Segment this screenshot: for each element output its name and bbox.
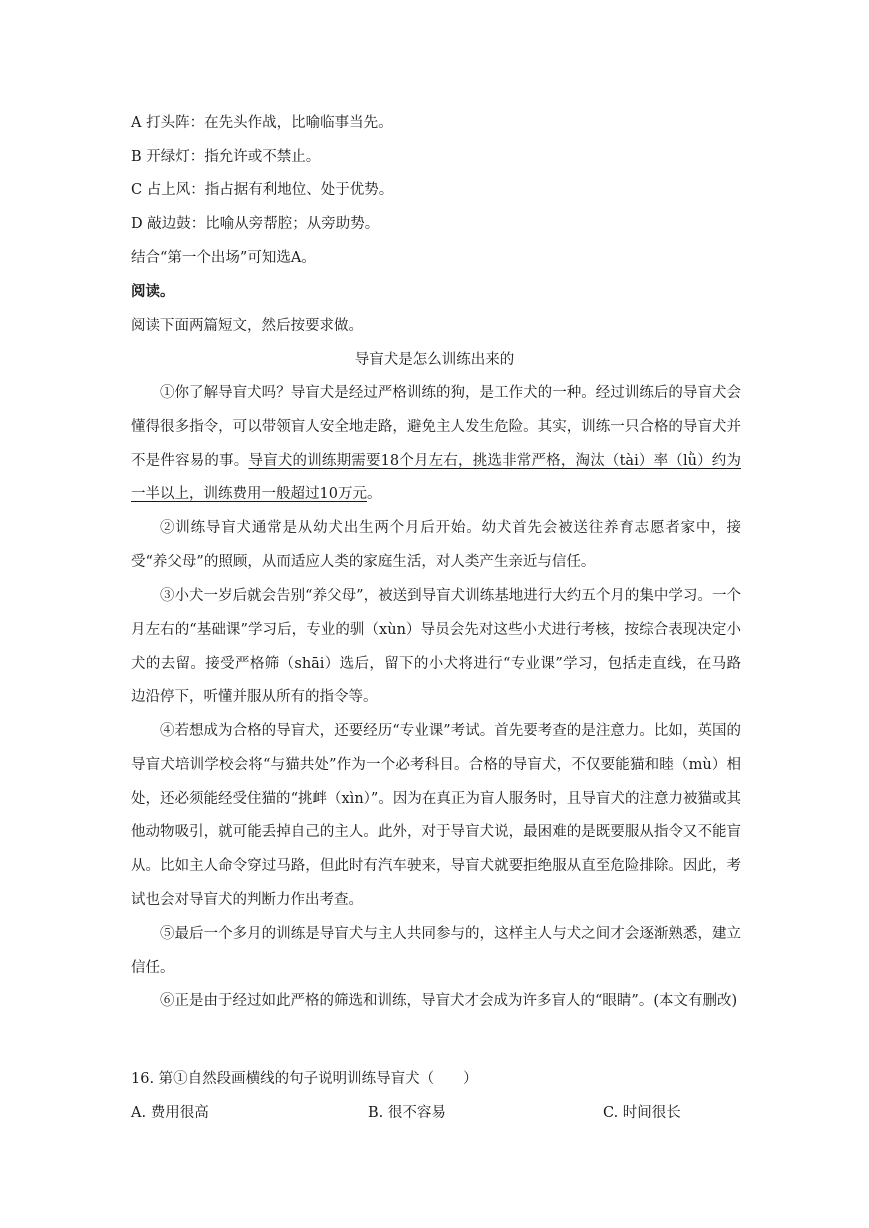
answer-line-c: C 占上风：指占据有利地位、处于优势。 [131,182,394,198]
option-b: B. 很不容易 [368,1105,446,1121]
article-paragraph-4: ④若想成为合格的导盲犬，还要经历“专业课”考试。首先要考查的是注意力。比如，英国的导盲犬培训学校会将“与猫共处”作为一个必考科目。合格的导盲犬，不仅要能猫和睦（mù）相处，还必须能经受住猫的“挑衅（xìn）”。因为在真正为盲人服务时，且导盲犬的注意力被猫或其他动物吸引，就可能丢掉自己的主人。此外，对于导盲犬说，最困难的是既要服从指令又不能盲从。比如主人命令穿过马路，但此时有汽车驶来，导盲犬就要拒绝服从直至危险排除。因此，考试也会对导盲犬的判断力作出考查。 [131,723,741,908]
underlined-sentence: 导盲犬的训练期需要18个月左右，挑选非常严格，淘汰（tài）率（lǜ）约为一半以上，训练费用一般超过10万元 [131,452,741,503]
article-paragraph-2: ②训练导盲犬通常是从幼犬出生两个月后开始。幼犬首先会被送往养育志愿者家中，接受“养父母”的照顾，从而适应人类的家庭生活，对人类产生亲近与信任。 [131,520,741,570]
question-16-stem: 16. 第①自然段画横线的句子说明训练导盲犬（ ） [131,1071,478,1087]
article-paragraph-3: ③小犬一岁后就会告别“养父母”，被送到导盲犬训练基地进行大约五个月的集中学习。一个月左右的“基础课”学习后，专业的驯（xùn）导员会先对这些小犬进行考核，按综合表现决定小犬的去留。接受严格筛（shāi）选后，留下的小犬将进行“专业课”学习，包括走直线，在马路边沿停下，听懂并服从所有的指令等。 [131,588,741,706]
answer-conclusion: 结合“第一个出场”可知选A。 [131,250,316,266]
section-heading: 阅读。 [131,283,175,300]
article-paragraph-1 [131,377,741,512]
answer-line-b: B 开绿灯：指允许或不禁止。 [131,149,321,165]
article-title: 导盲犬是怎么训练出来的 [354,352,515,368]
article-paragraph-6: ⑥正是由于经过如此严格的筛选和训练，导盲犬才会成为许多盲人的“眼睛”。(本文有删改) [160,993,738,1009]
option-c: C. 时间很长 [603,1105,681,1121]
article-paragraph-5: ⑤最后一个多月的训练是导盲犬与主人共同参与的，这样主人与犬之间才会逐渐熟悉，建立信任。 [131,926,741,976]
answer-line-d: D 敲边鼓：比喻从旁帮腔；从旁助势。 [131,216,380,232]
paragraph-1-text: ①你了解导盲犬吗？导盲犬是经过严格训练的狗，是工作犬的一种。经过训练后的导盲犬会懂得很多指令，可以带领盲人安全地走路，避免主人发生危险。其实，训练一只合格的导盲犬并不是件容易的事。 [131,385,741,469]
option-a: A. 费用很高 [131,1105,209,1121]
reading-instruction: 阅读下面两篇短文，然后按要求做。 [131,318,363,334]
answer-line-a: A 打头阵：在先头作战，比喻临事当先。 [131,115,393,131]
paragraph-1-end: 。 [366,486,382,503]
